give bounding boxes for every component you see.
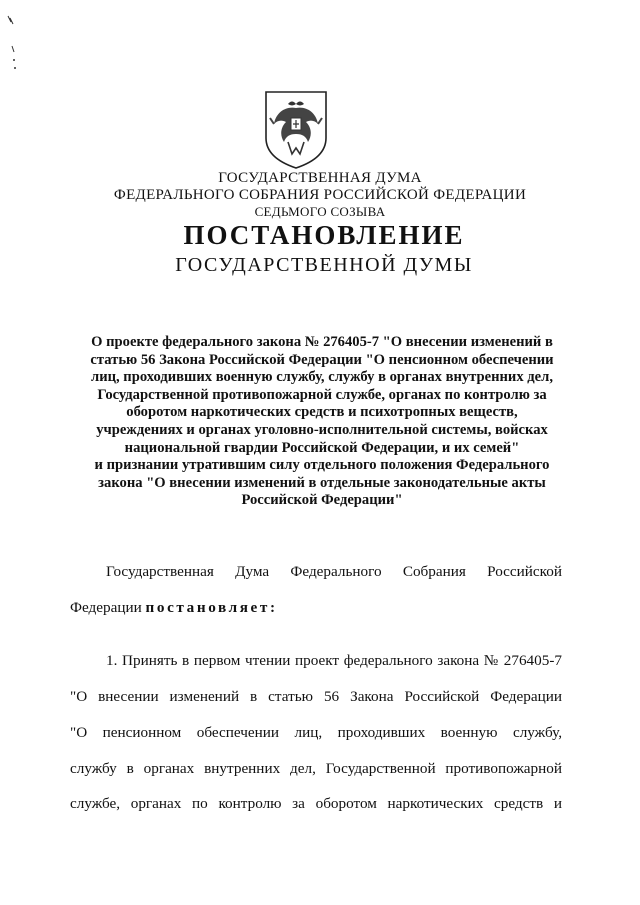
preamble-text: Федерации [70,599,146,616]
document-subject [62,334,582,510]
russian-coat-of-arms-icon [262,88,330,172]
item-1-line: службу в органах внутренних дел, Государственной противопожарной [70,760,562,777]
org-line-federal-assembly: ФЕДЕРАЛЬНОГО СОБРАНИЯ РОССИЙСКОЙ ФЕДЕРАЦИИ [113,187,527,203]
resolution-verb: постановляет: [145,599,278,616]
document-subtitle: ГОСУДАРСТВЕННОЙ ДУМЫ [175,254,473,276]
subject-line: закона "О внесении изменений в отдельные законодательные акты [98,474,546,491]
document-title: ПОСТАНОВЛЕНИЕ [183,220,465,250]
item-1-line: 1. Принять в первом чтении проект федерального закона № 276405-7 [106,652,562,669]
subject-line: статью 56 Закона Российской Федерации "О пенсионном обеспечении [90,351,554,368]
preamble-continuation [70,599,562,617]
scan-artifact-marks [6,12,20,72]
org-line-duma: ГОСУДАРСТВЕННАЯ ДУМА [218,170,422,186]
item-1-line: "О пенсионном обеспечении лиц, проходивших военную службу, [70,724,562,741]
item-1-line: "О внесении изменений в статью 56 Закона Российской Федерации [70,688,562,705]
subject-line: национальной гвардии Российской Федерации, и их семей" [124,439,520,456]
subject-line: оборотом наркотических средств и психотропных веществ, [126,404,518,421]
subject-line: учреждениях и органах уголовно-исполнительной системы, войсках [96,421,548,438]
subject-line: лиц, проходивших военную службу, службу в органах внутренних дел, [91,369,553,386]
convocation: СЕДЬМОГО СОЗЫВА [254,204,386,219]
subject-line: Российской Федерации" [241,492,403,509]
subject-line: О проекте федерального закона № 276405-7 "О внесении изменений в [91,334,553,350]
subject-line: и признании утратившим силу отдельного положения Федерального [94,457,550,474]
subject-line: Государственной противопожарной службе, органах по контролю за [97,386,547,403]
item-1-line: службе, органах по контролю за оборотом наркотических средств и [70,795,562,812]
preamble-line: Государственная Дума Федерального Собрания Российской [106,563,562,580]
